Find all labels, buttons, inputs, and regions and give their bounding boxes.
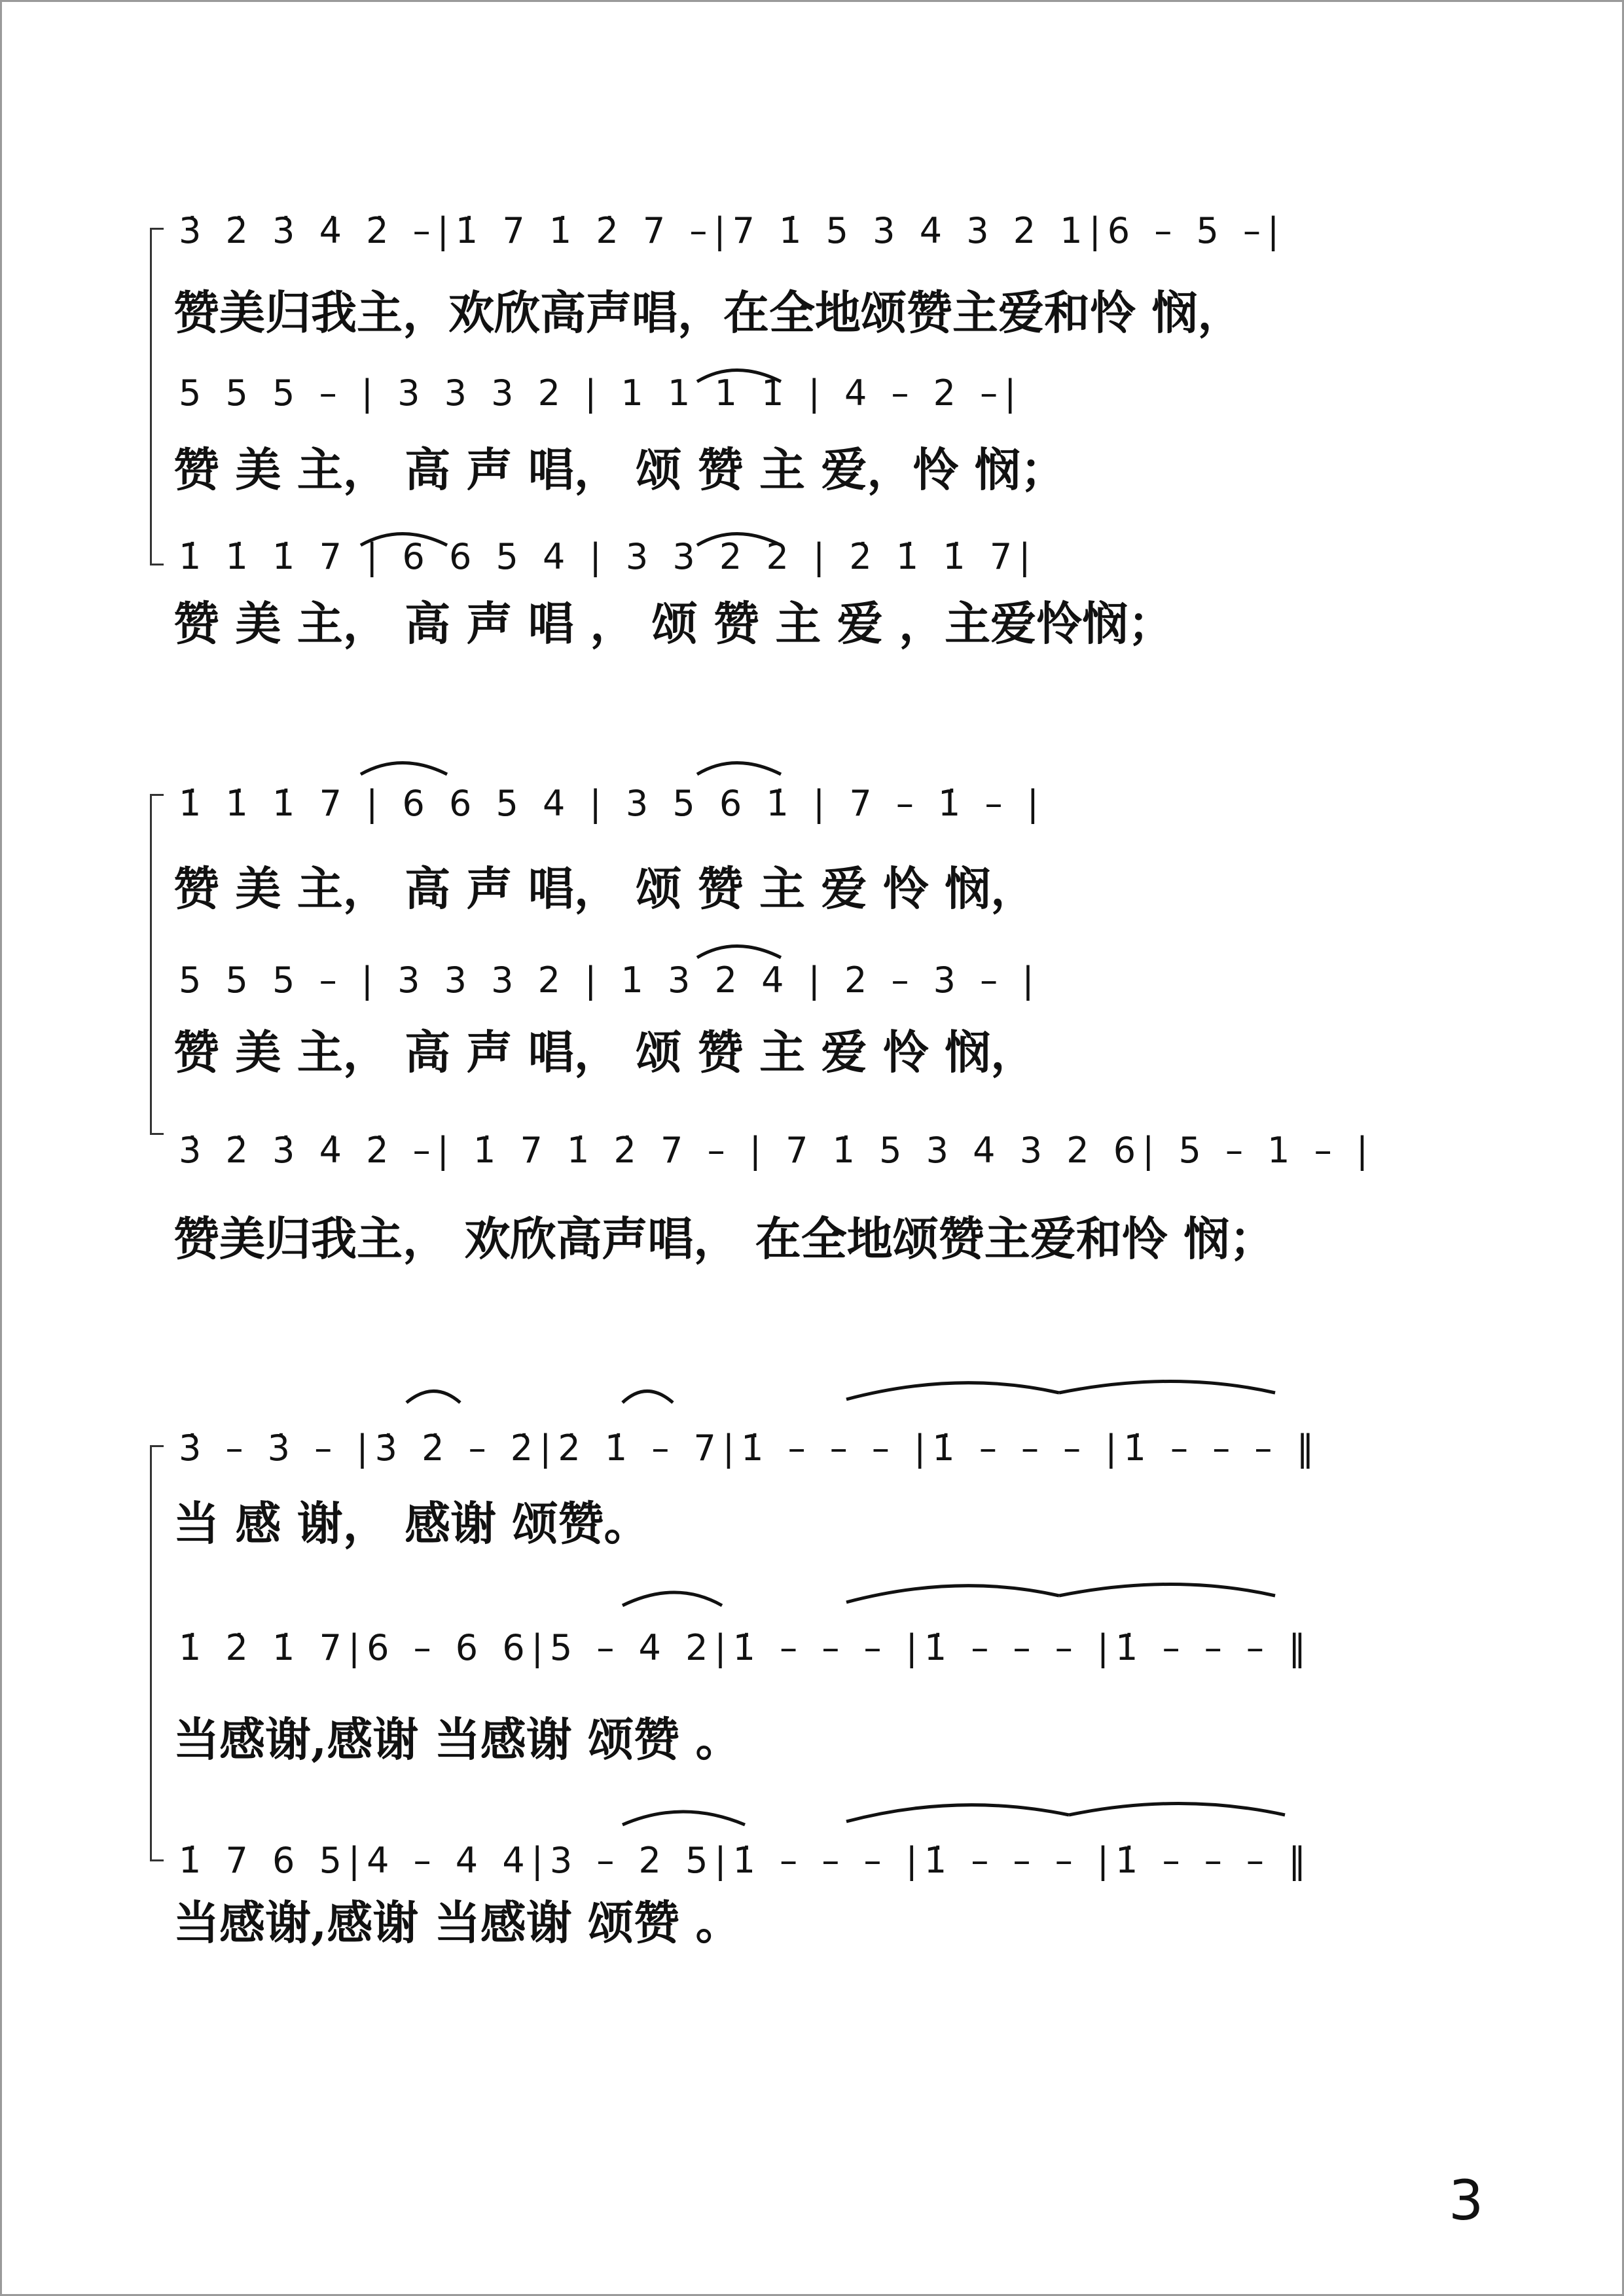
lyrics-row: 赞美归我主，欢欣高声唱，在全地颂赞主爱和怜 悯， [173,285,1244,340]
lyrics-row: 当感谢,感谢 当感谢 颂赞 。 [173,1895,742,1950]
notation-text: 3̇ – 3̇ – |3̇ 2̇ – 2̇|2̇ 1̇ – 7|1̇ – – – |1̇ – – – |1̇ – – – ‖ [179,1427,1321,1469]
slur [1059,1585,1275,1596]
lyrics-row: 赞 美 主， 高 声 唱 ， 颂 赞 主 爱 ，主爱怜悯； [173,596,1174,651]
system-brace [150,1445,164,1861]
slur [406,1391,460,1403]
slur [697,763,781,775]
lyrics-row: 赞 美 主， 高 声 唱， 颂 赞 主 爱，怜 悯； [173,442,1066,497]
slur [623,1391,673,1403]
system-brace [150,794,164,1135]
notation-row [179,954,1488,1007]
notation-row [179,205,1488,257]
notation-text: 3̇ 2̇ 3̇ 4̇ 2̇ –|1̇ 7 1̇ 2̇ 7 –|7 1̇ 5 3 4 3 2 1|6 – 5 –| [179,210,1286,251]
notation-row [179,1124,1488,1177]
slur [846,1383,1059,1399]
notation-row [179,1622,1488,1674]
notation-row [179,367,1488,420]
notation-row [179,1835,1488,1887]
notation-text: 1̇ 7 6 5|4 – 4 4|3 – 2 5|1̇ – – – |1̇ – – – |1̇ – – – ‖ [179,1840,1313,1881]
notation-text: 1̇ 1̇ 1̇ 7 | 6 6 5 4 | 3 5 6 1̇ | 7 – 1̇ – | [179,783,1045,824]
lyrics-row: 赞 美 主， 高 声 唱， 颂 赞 主 爱 怜 悯， [173,1025,1037,1079]
lyrics-row: 赞 美 主， 高 声 唱， 颂 赞 主 爱 怜 悯， [173,861,1037,916]
slur [1059,1382,1275,1393]
slur [846,1805,1069,1821]
notation-row [179,531,1488,583]
slur [846,1586,1059,1602]
system-brace [150,228,164,565]
notation-row [179,778,1488,830]
notation-text: 5 5 5 – | 3 3 3 2 | 1 3 2 4 | 2 – 3 – | [179,960,1041,1001]
notation-text: 3̇ 2̇ 3̇ 4̇ 2̇ –| 1̇ 7 1̇ 2̇ 7 – | 7 1̇ 5 3 4 3 2 6| 5 – 1 – | [179,1130,1375,1171]
page-number: 3 [1449,2168,1484,2233]
slur [623,1812,745,1825]
slur [361,763,447,775]
lyrics-row: 当感谢,感谢 当感谢 颂赞 。 [173,1712,742,1767]
notation-text: 5 5 5 – | 3 3 3 2 | 1 1 1 1 | 4 – 2 –| [179,372,1023,414]
notation-text: 1̇ 2̇ 1̇ 7|6 – 6 6|5 – 4 2|1̇ – – – |1̇ – – – |1̇ – – – ‖ [179,1627,1313,1668]
slur [1069,1804,1285,1816]
slur [623,1592,722,1605]
lyrics-row: 赞美归我主， 欢欣高声唱， 在全地颂赞主爱和怜 悯； [173,1211,1276,1266]
lyrics-row: 当 感 谢， 感谢 颂赞。 [173,1496,650,1551]
notation-text: 1̇ 1̇ 1̇ 7 | 6 6 5 4 | 3 3 2 2 | 2̇ 1̇ 1̇ 7| [179,536,1038,577]
notation-row [179,1422,1488,1475]
